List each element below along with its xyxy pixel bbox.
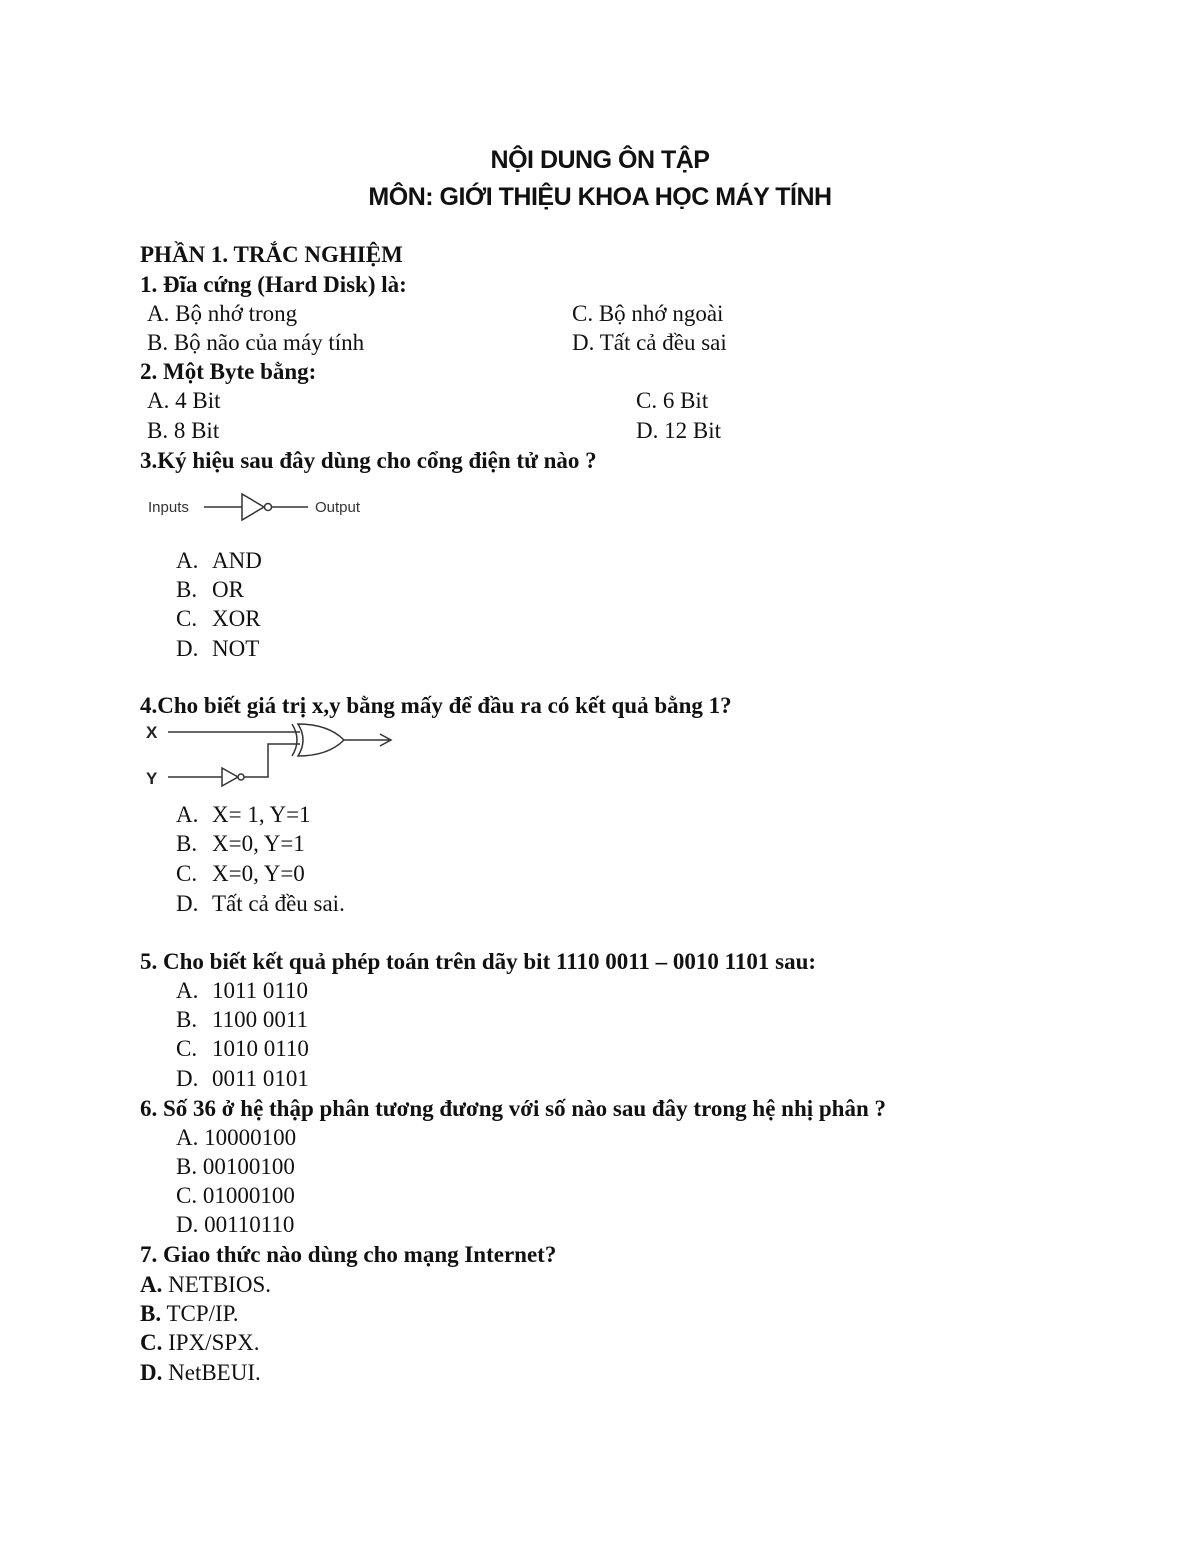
option-text: 00110110	[204, 1212, 295, 1237]
option-letter: C.	[176, 1036, 198, 1061]
option-text: NOT	[212, 636, 260, 661]
question-1: 1. Đĩa cứng (Hard Disk) là:	[140, 272, 407, 297]
q3-option-c	[176, 605, 261, 633]
question-4: 4.Cho biết giá trị x,y bằng mấy để đầu ra có kết quả bằng 1?	[140, 693, 732, 718]
q7-option-a	[140, 1271, 271, 1299]
q1-option-b: B. Bộ não của máy tính	[147, 330, 365, 355]
q1-option-d: D. Tất cả đều sai	[572, 330, 727, 355]
not-gate	[222, 768, 238, 786]
q2-option-c: C. 6 Bit	[636, 388, 709, 413]
option-text: TCP/IP.	[166, 1301, 239, 1326]
option-letter: C.	[140, 1330, 163, 1355]
option-letter: B.	[176, 831, 198, 856]
option-text: XOR	[212, 606, 261, 631]
option-letter: A.	[176, 802, 199, 827]
q4-option-d	[176, 890, 345, 918]
xor-gate-body	[298, 724, 344, 756]
not-output-wire	[244, 744, 300, 777]
q7-option-b	[140, 1300, 239, 1328]
inversion-bubble	[265, 504, 272, 511]
q6-option-c	[176, 1182, 295, 1210]
option-text: 00100100	[202, 1154, 295, 1179]
document-title: NỘI DUNG ÔN TẬP	[490, 146, 710, 174]
q5-option-a	[176, 977, 308, 1005]
option-text: 1011 0110	[212, 978, 309, 1003]
option-text: 0011 0101	[212, 1066, 309, 1091]
q3-option-b	[176, 576, 244, 604]
question-6: 6. Số 36 ở hệ thập phân tương đương với số nào sau đây trong hệ nhị phân ?	[140, 1096, 886, 1121]
y-label: Y	[146, 769, 158, 788]
option-letter: D.	[176, 891, 199, 916]
option-text: 1010 0110	[212, 1036, 309, 1061]
q4-option-b	[176, 830, 305, 858]
q3-option-a	[176, 547, 262, 575]
option-letter: B.	[176, 577, 198, 602]
option-letter: A.	[140, 1272, 163, 1297]
q7-option-d	[140, 1359, 261, 1387]
q2-option-d: D. 12 Bit	[636, 418, 721, 443]
xor-extra-arc	[292, 724, 297, 756]
not-gate-diagram	[140, 488, 380, 528]
q4-option-a	[176, 801, 311, 829]
q6-option-a	[176, 1124, 296, 1152]
q6-option-d	[176, 1211, 294, 1239]
q1-option-a: A. Bộ nhớ trong	[147, 301, 298, 326]
option-text: 10000100	[204, 1125, 297, 1150]
option-letter: D.	[176, 636, 199, 661]
q5-option-c	[176, 1035, 309, 1063]
option-letter: A.	[176, 1125, 199, 1150]
xor-not-circuit-diagram	[140, 718, 410, 798]
option-letter: B.	[176, 1154, 198, 1179]
option-letter: B.	[176, 1007, 198, 1032]
q6-option-b	[176, 1153, 295, 1181]
q2-option-a: A. 4 Bit	[147, 388, 221, 413]
option-letter: C.	[176, 606, 198, 631]
question-3: 3.Ký hiệu sau đây dùng cho cổng điện tử nào ?	[140, 448, 597, 473]
option-letter: C.	[176, 1183, 198, 1208]
q5-option-b	[176, 1006, 308, 1034]
option-text: 01000100	[202, 1183, 295, 1208]
q2-option-b: B. 8 Bit	[147, 418, 220, 443]
option-letter: D.	[176, 1066, 199, 1091]
question-2: 2. Một Byte bằng:	[140, 359, 317, 384]
option-letter: C.	[176, 861, 198, 886]
inputs-label: Inputs	[148, 499, 189, 516]
q7-option-c	[140, 1329, 260, 1357]
option-text: AND	[212, 548, 262, 573]
document-subtitle: MÔN: GIỚI THIỆU KHOA HỌC MÁY TÍNH	[368, 183, 832, 211]
x-label: X	[146, 723, 158, 742]
question-7: 7. Giao thức nào dùng cho mạng Internet?	[140, 1242, 557, 1267]
q1-option-c: C. Bộ nhớ ngoài	[572, 301, 724, 326]
q3-option-d	[176, 635, 259, 663]
option-letter: D.	[140, 1360, 163, 1385]
option-letter: B.	[140, 1301, 162, 1326]
option-text: X= 1, Y=1	[212, 802, 311, 827]
option-text: X=0, Y=1	[212, 831, 305, 856]
output-label: Output	[315, 499, 361, 516]
option-text: 1100 0011	[212, 1007, 309, 1032]
option-text: NETBIOS.	[168, 1272, 271, 1297]
option-text: OR	[212, 577, 244, 602]
option-letter: A.	[176, 548, 199, 573]
q5-option-d	[176, 1065, 309, 1093]
option-text: X=0, Y=0	[212, 861, 305, 886]
option-letter: A.	[176, 978, 199, 1003]
buffer-triangle	[242, 494, 264, 520]
not-bubble	[238, 774, 244, 780]
question-5: 5. Cho biết kết quả phép toán trên dãy bit 1110 0011 – 0010 1101 sau:	[140, 949, 817, 974]
option-text: IPX/SPX.	[168, 1330, 260, 1355]
option-letter: D.	[176, 1212, 199, 1237]
section-heading: PHẦN 1. TRẮC NGHIỆM	[140, 242, 403, 267]
option-text: Tất cả đều sai.	[212, 891, 345, 916]
q4-option-c	[176, 860, 305, 888]
option-text: NetBEUI.	[168, 1360, 261, 1385]
